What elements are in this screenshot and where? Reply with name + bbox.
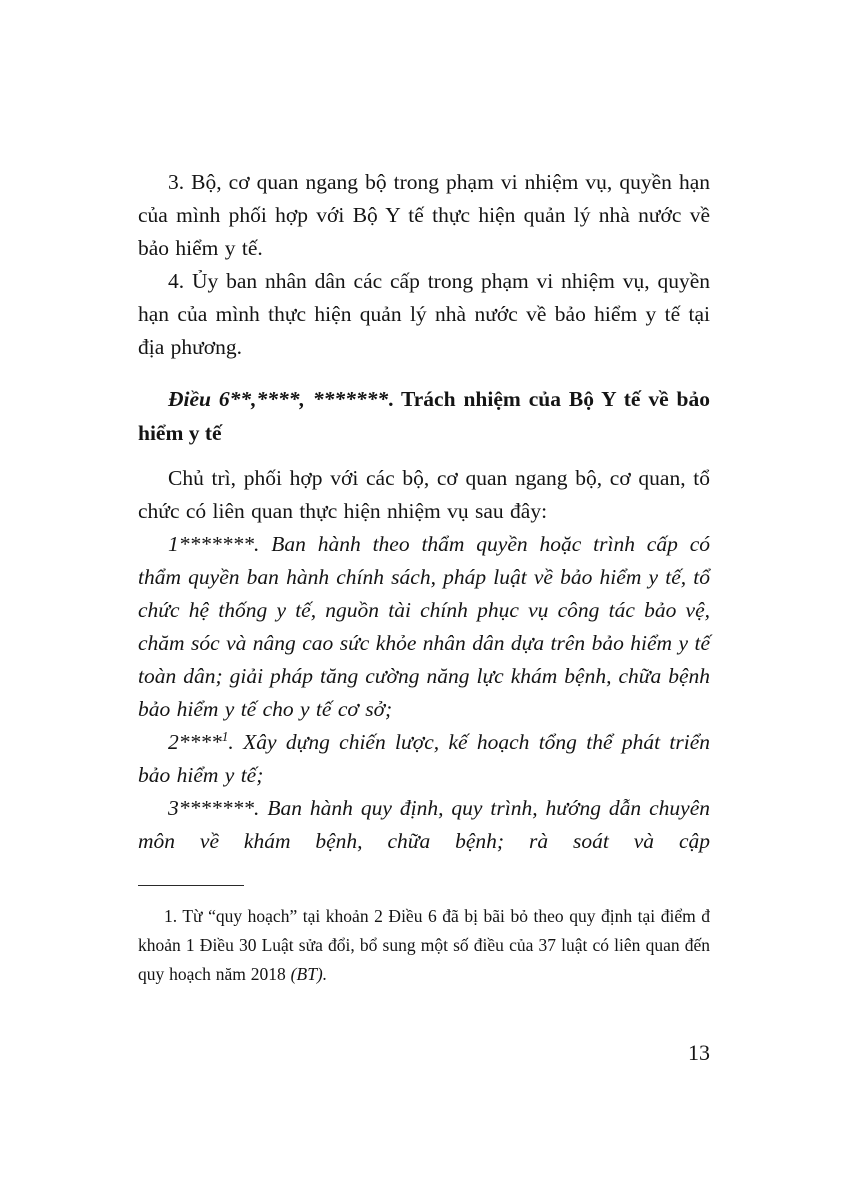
article-heading — [138, 382, 710, 450]
paragraph-item-1: 1*******. Ban hành theo thẩm quyền hoặc trình cấp có thẩm quyền ban hành chính sách, pháp luật về bảo hiểm y tế, tổ chức hệ thống y tế, nguồn tài chính phục vụ công tác bảo vệ, chăm sóc và nâng cao sức khỏe nhân dân dựa trên bảo hiểm y tế toàn dân; giải pháp tăng cường năng lực khám bệnh, chữa bệnh bảo hiểm y tế cho y tế cơ sở; — [138, 532, 710, 721]
footnote-bt-label: (BT). — [290, 964, 328, 984]
footnote-reference-mark: 1 — [221, 728, 229, 744]
footnote — [138, 902, 710, 989]
item-2-text: . Xây dựng chiến lược, kế hoạch tổng thể phát triển bảo hiểm y tế; — [138, 730, 710, 787]
paragraph-item-3: 3*******. Ban hành quy định, quy trình, hướng dẫn chuyên môn về khám bệnh, chữa bệnh; rà soát và cập — [138, 796, 710, 853]
paragraph-clause-3: 3. Bộ, cơ quan ngang bộ trong phạm vi nhiệm vụ, quyền hạn của mình phối hợp với Bộ Y tế thực hiện quản lý nhà nước về bảo hiểm y tế. — [138, 170, 710, 260]
article-heading-number: Điều 6**,****, ******* — [168, 387, 389, 411]
page-number: 13 — [688, 1040, 710, 1065]
item-2-lead: 2**** — [168, 730, 222, 754]
footnote-separator — [138, 885, 244, 886]
article-heading-title: . Trách nhiệm của Bộ Y tế về bảo hiểm y tế — [138, 387, 711, 445]
footnote-text: 1. Từ “quy hoạch” tại khoản 2 Điều 6 đã bị bãi bỏ theo quy định tại điểm đ khoản 1 Điều 30 Luật sửa đổi, bổ sung một số điều của 37 luật có liên quan đến quy hoạch năm 2018 — [138, 906, 710, 984]
document-page-body — [138, 166, 710, 989]
paragraph-intro: Chủ trì, phối hợp với các bộ, cơ quan ngang bộ, cơ quan, tổ chức có liên quan thực hiện nhiệm vụ sau đây: — [138, 466, 710, 523]
paragraph-clause-4: 4. Ủy ban nhân dân các cấp trong phạm vi nhiệm vụ, quyền hạn của mình thực hiện quản lý nhà nước về bảo hiểm y tế tại địa phương. — [138, 269, 710, 359]
paragraph-item-2 — [138, 726, 710, 792]
